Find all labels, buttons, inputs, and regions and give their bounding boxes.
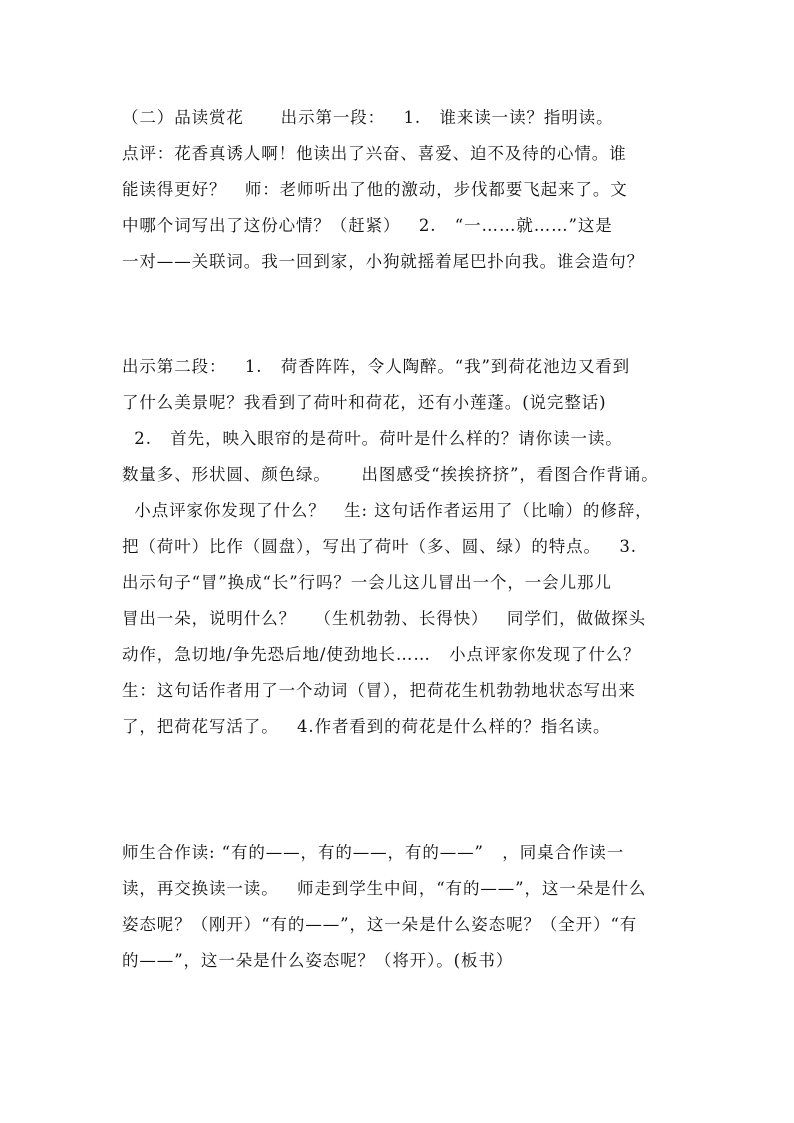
text-line: 的——”，这一朵是什么姿态呢？（将开）。(板书） [122, 951, 514, 970]
text-line: 点评：花香真诱人啊！他读出了兴奋、喜爱、迫不及待的心情。谁 [122, 144, 627, 163]
text-line: 一对——关联词。我一回到家，小狗就摇着尾巴扑向我。谁会造句？ [122, 252, 644, 271]
text-line: 中哪个词写出了这份心情？（赶紧） 2. “一……就……”这是 [122, 216, 613, 235]
paragraph-second-section [122, 349, 694, 745]
text-line: 小点评家你发现了什么？ 生: 这句话作者运用了（比喻）的修辞， [122, 501, 653, 520]
text-line: 生：这句话作者用了一个动词（冒），把荷花生机勃勃地状态写出来 [122, 681, 636, 700]
paragraph-appreciate-flowers [122, 100, 694, 280]
text-line: 姿态呢？（刚开）“有的——”，这一朵是什么姿态呢？（全开）“有 [122, 915, 638, 934]
text-line: 把（荷叶）比作（圆盘），写出了荷叶（多、圆、绿）的特点。 3. [122, 537, 637, 556]
text-line: 出示第二段： 1. 荷香阵阵，令人陶醉。“我”到荷花池边又看到 [122, 357, 631, 376]
text-line: 能读得更好？ 师：老师听出了他的激动，步伐都要飞起来了。文 [122, 180, 628, 199]
paragraph-cooperative-reading [122, 835, 694, 979]
text-line: 2. 首先，映入眼帘的是荷叶。荷叶是什么样的？请你读一读。 [122, 429, 623, 448]
text-line: 数量多、形状圆、颜色绿。 出图感受“挨挨挤挤”，看图合作背诵。 [122, 465, 659, 484]
text-line: 出示句子“冒”换成“长”行吗？一会儿这儿冒出一个，一会儿那儿 [122, 573, 612, 592]
text-line: 了什么美景呢？我看到了荷叶和荷花，还有小莲蓬。(说完整话) [122, 393, 607, 412]
text-line: 读，再交换读一读。 师走到学生中间，“有的——”，这一朵是什么 [122, 879, 647, 898]
text-line: 动作，急切地/争先恐后地/使劲地长…… 小点评家你发现了什么？ [122, 645, 641, 664]
text-line: 了，把荷花写活了。 4.作者看到的荷花是什么样的？指名读。 [122, 717, 611, 736]
text-line: 冒出一朵，说明什么？ （生机勃勃、长得快） 同学们，做做探头 [122, 609, 647, 628]
text-line: 师生合作读: “有的——，有的——，有的——” ，同桌合作读一 [122, 843, 625, 862]
text-line: （二）品读赏花 出示第一段： 1. 谁来读一读？指明读。 [122, 108, 614, 127]
